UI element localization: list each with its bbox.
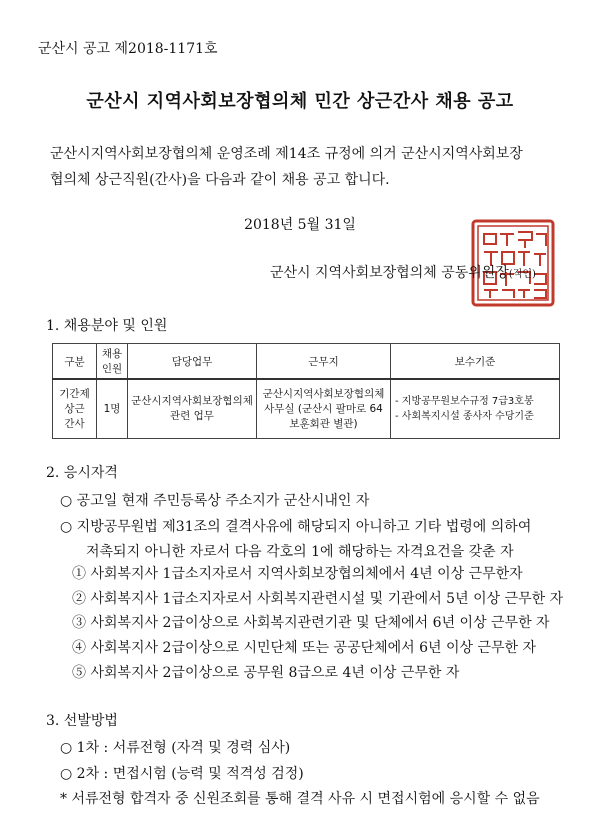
- table-header: 근무지: [257, 344, 391, 380]
- intro-line: 협의체 상근직원(간사)을 다음과 같이 채용 공고 합니다.: [50, 172, 390, 188]
- count-cell: 1명: [97, 379, 128, 439]
- section-heading: 1. 채용분야 및 인원: [46, 318, 168, 334]
- criteria-item: ① 사회복지사 1급소지자로서 지역사회보장협의체에서 4년 이상 근무한자: [72, 566, 523, 582]
- criteria-item: ④ 사회복지사 2급이상으로 시민단체 또는 공공단체에서 6년 이상 근무한 자: [72, 640, 537, 656]
- table-row: [53, 379, 560, 439]
- section-heading: 3. 선발방법: [46, 713, 118, 729]
- table-header: 채용 인원: [97, 344, 128, 380]
- table-header: 담당업무: [128, 344, 257, 380]
- section-heading: 2. 응시자격: [46, 465, 118, 481]
- pay-item: - 지방공무원보수규정 7급3호봉: [395, 396, 534, 407]
- criteria-item: ③ 사회복지사 2급이상으로 사회복지관련기관 및 단체에서 6년 이상 근무한 자: [72, 615, 550, 631]
- criteria-item: ⑤ 사회복지사 2급이상으로 공무원 8급으로 4년 이상 근무한 자: [72, 665, 460, 681]
- footnote: * 서류전형 합격자 중 신원조회를 통해 결격 사유 시 면접시험에 응시할 수 없음: [60, 791, 540, 807]
- intro-line: 군산시지역사회보장협의체 운영조례 제14조 규정에 의거 군산시지역사회보장: [50, 146, 523, 162]
- list-item: 저촉되지 아니한 자로서 다음 각호의 1에 해당하는 자격요건을 갖춘 자: [86, 544, 514, 560]
- recruitment-table: [52, 343, 560, 439]
- list-item: ○ 1차 : 서류전형 (자격 및 경력 심사): [60, 740, 291, 756]
- signer-name: 군산시 지역사회보장협의체 공동위원장: [270, 265, 509, 281]
- seal-mark: (직인): [508, 269, 536, 280]
- signer: [270, 262, 536, 282]
- notice-date: 2018년 5월 31일: [244, 217, 356, 233]
- category-cell: 기간제 상근 간사: [53, 379, 97, 439]
- list-item: ○ 공고일 현재 주민등록상 주소지가 군산시내인 자: [60, 493, 370, 509]
- pay-item: - 사회복지시설 종사자 수당기준: [395, 411, 534, 422]
- duty-cell: 군산시지역사회보장협의체 관련 업무: [128, 379, 257, 439]
- criteria-item: ② 사회복지사 1급소지자로서 사회복지관련시설 및 기관에서 5년 이상 근무한 자: [72, 591, 564, 607]
- page-title: 군산시 지역사회보장협의체 민간 상근간사 채용 공고: [86, 91, 514, 112]
- list-item: ○ 2차 : 면접시험 (능력 및 적격성 검정): [60, 766, 304, 782]
- table-header: 보수기준: [391, 344, 560, 380]
- table-header: 구분: [53, 344, 97, 380]
- intro-paragraph: [50, 141, 570, 193]
- table-header-row: [53, 344, 560, 380]
- list-item: ○ 지방공무원법 제31조의 결격사유에 해당되지 아니하고 기타 법령에 의하여: [60, 519, 532, 535]
- notice-number: 군산시 공고 제2018-1171호: [38, 41, 218, 57]
- pay-cell: [391, 379, 560, 439]
- workplace-cell: 군산시지역사회보장협의체 사무실 (군산시 팔마로 64 보훈회관 별관): [257, 379, 391, 439]
